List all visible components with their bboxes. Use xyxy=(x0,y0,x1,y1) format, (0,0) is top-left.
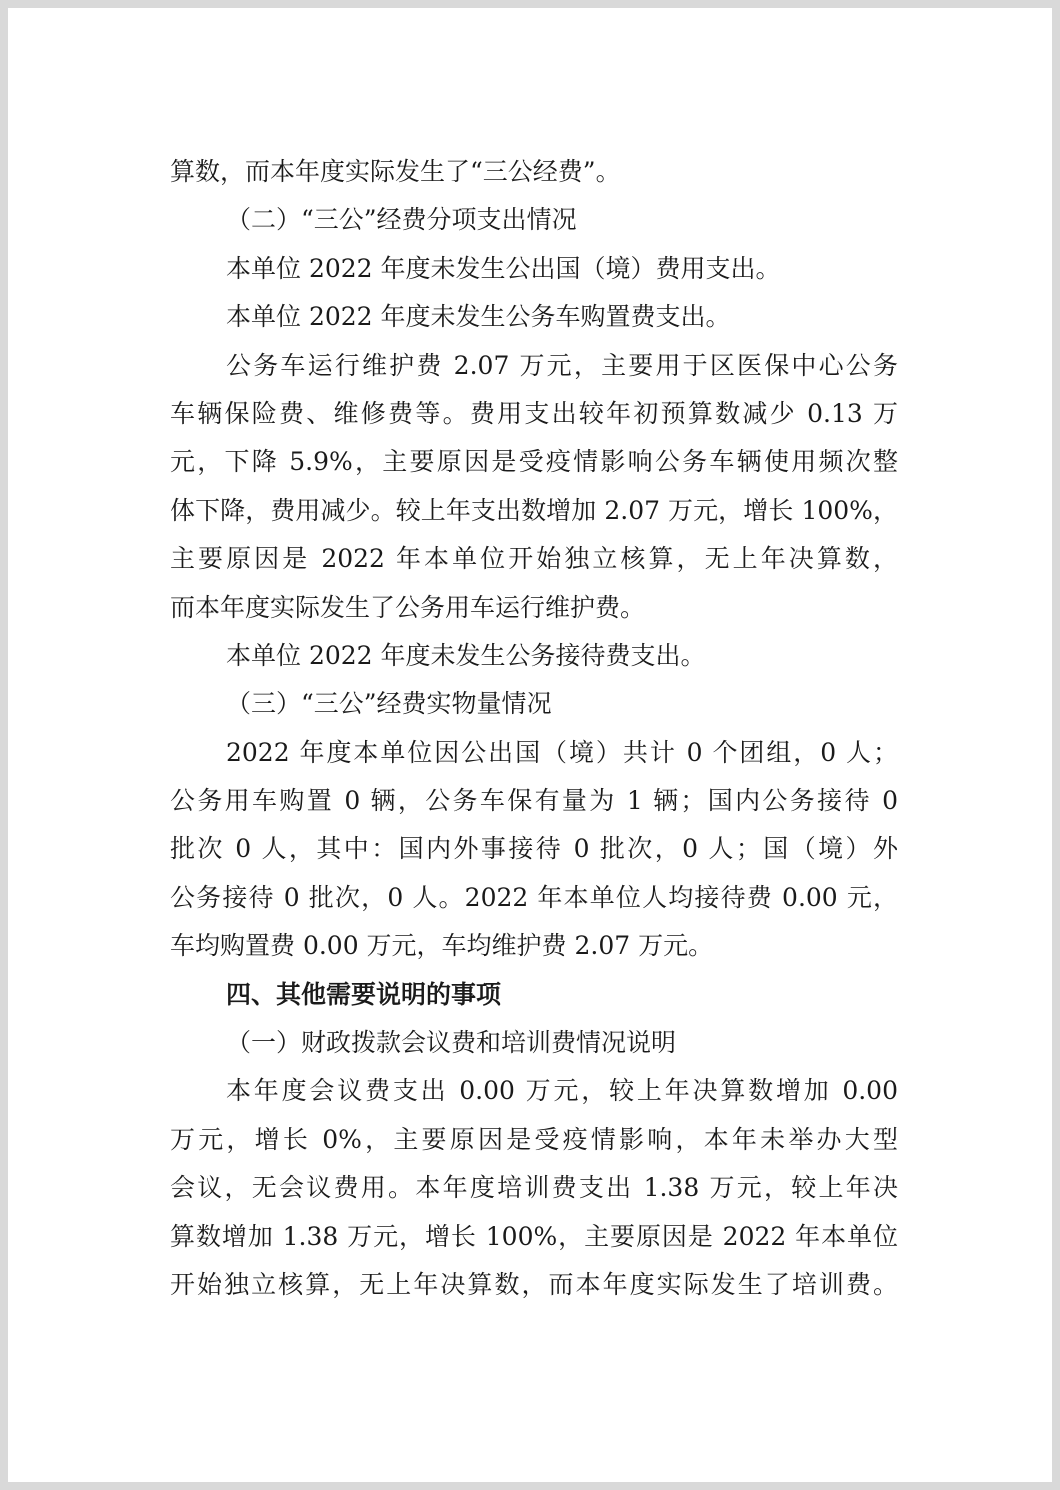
document-page xyxy=(8,8,1052,1482)
paragraph-line: 本单位 2022 年度未发生公出国（境）费用支出。 xyxy=(226,253,781,283)
paragraph-line: 车辆保险费、维修费等。费用支出较年初预算数减少 0.13 万 xyxy=(170,398,898,428)
paragraph-line: 而本年度实际发生了公务用车运行维护费。 xyxy=(170,592,646,622)
paragraph-line: 本年度会议费支出 0.00 万元，较上年决算数增加 0.00 xyxy=(226,1076,898,1106)
paragraph-line: 算数，而本年度实际发生了“三公经费”。 xyxy=(170,157,621,186)
chapter-heading: 四、其他需要说明的事项 xyxy=(226,979,502,1009)
section-heading: （二）“三公”经费分项支出情况 xyxy=(226,205,577,235)
paragraph-line: 公务接待 0 批次，0 人。2022 年本单位人均接待费 0.00 元， xyxy=(170,882,898,912)
paragraph-line: 算数增加 1.38 万元，增长 100%，主要原因是 2022 年本单位 xyxy=(170,1221,898,1251)
paragraph-line: 本单位 2022 年度未发生公务接待费支出。 xyxy=(226,640,706,670)
section-heading: （三）“三公”经费实物量情况 xyxy=(226,689,552,719)
document-body xyxy=(170,148,898,1309)
paragraph-line: 体下降，费用减少。较上年支出数增加 2.07 万元，增长 100%， xyxy=(170,495,898,525)
paragraph-line: 万元，增长 0%，主要原因是受疫情影响，本年未举办大型 xyxy=(170,1124,898,1154)
paragraph-line: 主要原因是 2022 年本单位开始独立核算，无上年决算数， xyxy=(170,544,898,574)
paragraph-line: 会议，无会议费用。本年度培训费支出 1.38 万元，较上年决 xyxy=(170,1173,898,1203)
paragraph-line: 2022 年度本单位因公出国（境）共计 0 个团组，0 人； xyxy=(226,737,898,767)
paragraph-line: 车均购置费 0.00 万元，车均维护费 2.07 万元。 xyxy=(170,931,714,961)
paragraph-line: 公务用车购置 0 辆，公务车保有量为 1 辆；国内公务接待 0 xyxy=(170,786,898,816)
paragraph-line: 公务车运行维护费 2.07 万元，主要用于区医保中心公务 xyxy=(226,350,898,380)
section-heading: （一）财政拨款会议费和培训费情况说明 xyxy=(226,1028,677,1058)
paragraph-line: 开始独立核算，无上年决算数，而本年度实际发生了培训费。 xyxy=(170,1269,898,1299)
paragraph-line: 本单位 2022 年度未发生公务车购置费支出。 xyxy=(226,302,731,332)
paragraph-line: 元，下降 5.9%，主要原因是受疫情影响公务车辆使用频次整 xyxy=(170,447,898,477)
paragraph-line: 批次 0 人，其中：国内外事接待 0 批次，0 人；国（境）外 xyxy=(170,834,898,864)
